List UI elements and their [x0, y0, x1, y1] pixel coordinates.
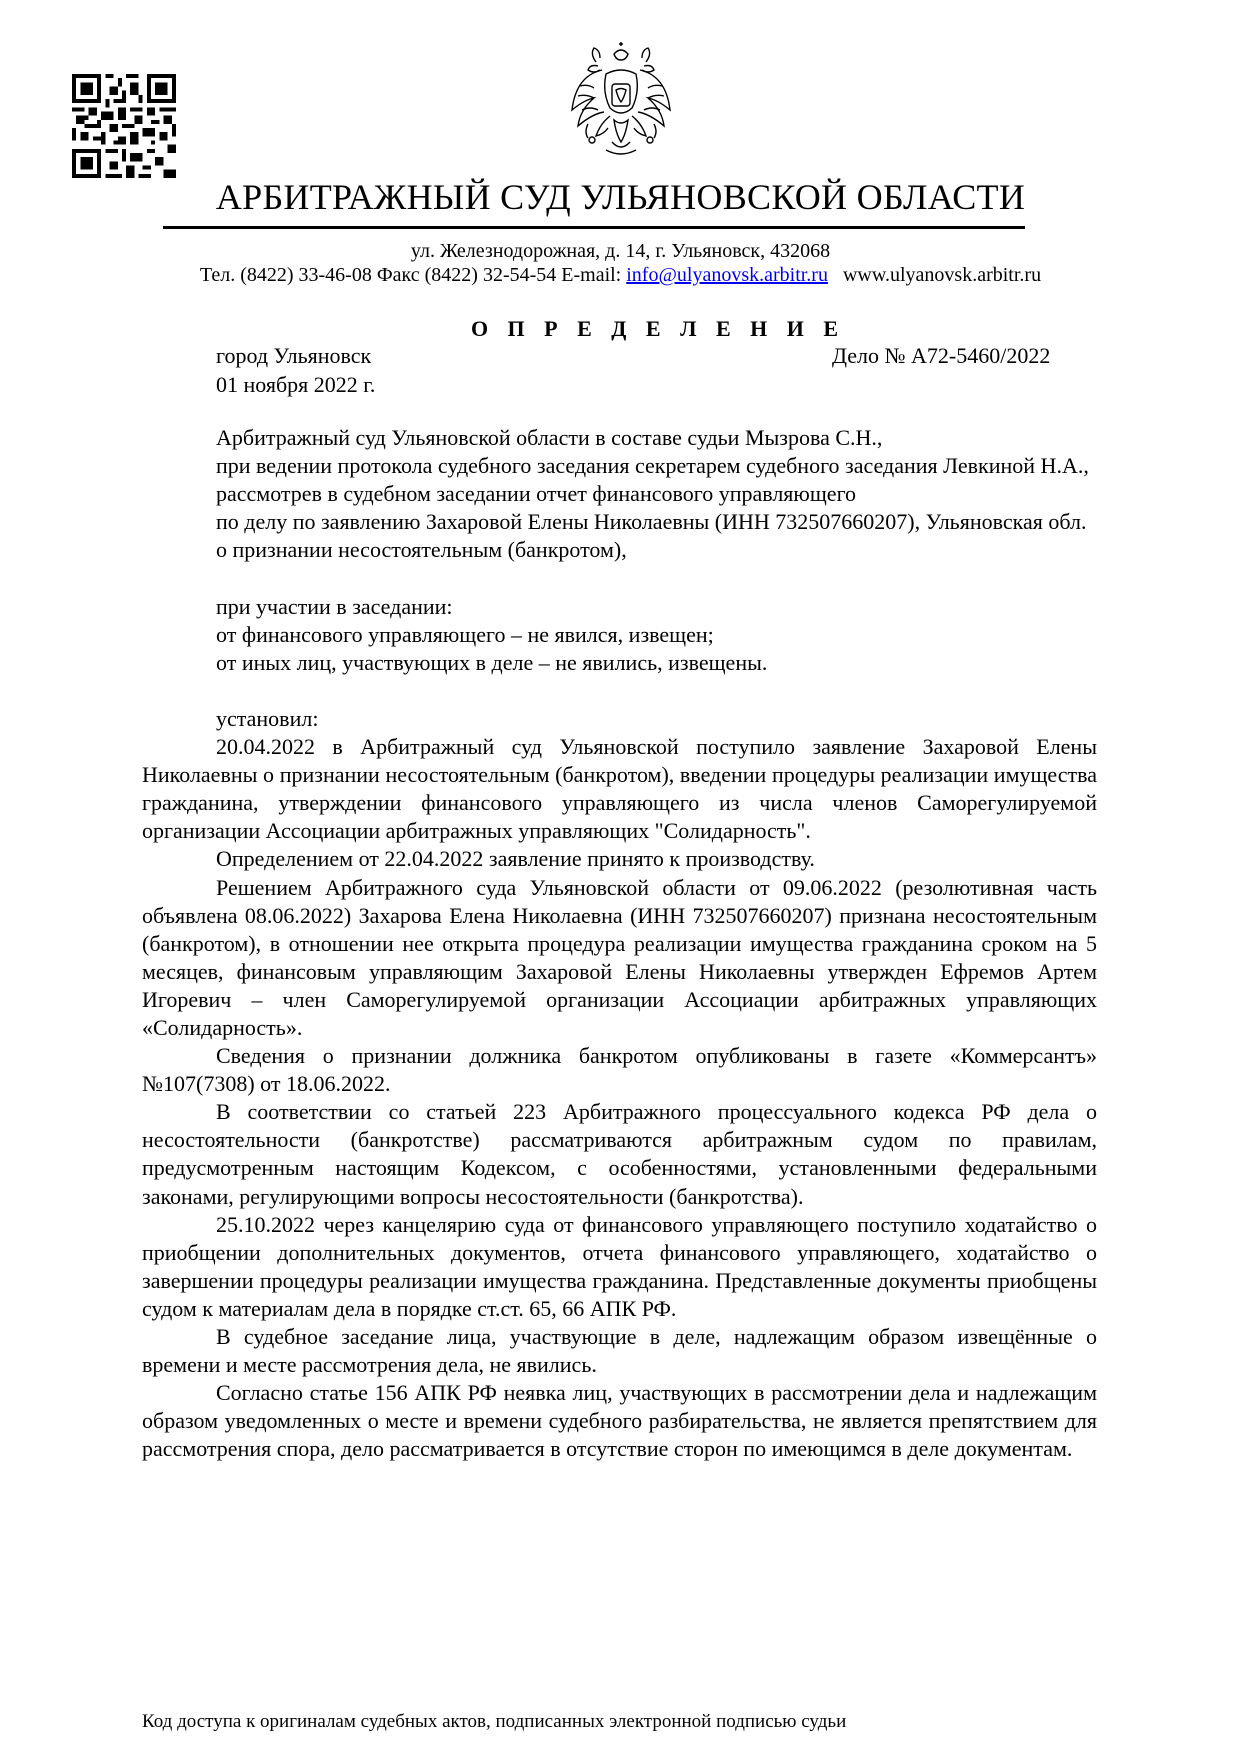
- document-body: [142, 424, 1097, 1463]
- website-text: www.ulyanovsk.arbitr.ru: [842, 264, 1042, 286]
- document-date: 01 ноября 2022 г.: [216, 372, 376, 397]
- court-address: ул. Железнодорожная, д. 14, г. Ульяновск, 432068: [410, 240, 831, 262]
- case-number: Дело № А72-5460/2022: [832, 343, 1051, 368]
- paragraph: от финансового управляющего – не явился, извещен;: [216, 621, 714, 647]
- paragraph: В соответствии со статьей 223 Арбитражного процессуального кодекса РФ дела о несостоятельности (банкротстве) рассматриваются арбитражным судом по правилам, предусмотренным настоящим Кодексом, с особенностями, установленными федеральными законами, регулирующими вопросы несостоятельности (банкротства).: [142, 1099, 1097, 1209]
- coat-of-arms-emblem: [566, 40, 676, 158]
- paragraph: Определением от 22.04.2022 заявление принято к производству.: [216, 846, 815, 872]
- paragraph: Согласно статье 156 АПК РФ неявка лиц, участвующих в рассмотрении дела и надлежащим образом уведомленных о месте и времени судебного разбирательства, не является препятствием для рассмотрения спора, дело рассматривается в отсутствие сторон по имеющимся в деле документам.: [142, 1380, 1097, 1462]
- paragraph: при участии в заседании:: [216, 593, 453, 619]
- document-title: О П Р Е Д Е Л Е Н И Е: [470, 316, 846, 341]
- header-divider: [163, 226, 1025, 229]
- city-label: город Ульяновск: [216, 343, 372, 368]
- paragraph: рассмотрев в судебном заседании отчет финансового управляющего: [216, 481, 857, 507]
- paragraph: о признании несостоятельным (банкротом),: [216, 537, 627, 563]
- paragraph: 20.04.2022 в Арбитражный суд Ульяновской поступило заявление Захаровой Елены Николаевны о признании несостоятельным (банкротом), введении процедуры реализации имущества гражданина, утверждении финансового управляющего из числа членов Саморегулируемой организации Ассоциации арбитражных управляющих "Солидарность".: [142, 734, 1097, 844]
- paragraph: 25.10.2022 через канцелярию суда от финансового управляющего поступило ходатайство о приобщении дополнительных документов, отчета финансового управляющего, ходатайство о завершении процедуры реализации имущества гражданина. Представленные документы приобщены судом к материалам дела в порядке ст.ст. 65, 66 АПК РФ.: [142, 1211, 1097, 1321]
- paragraph: В судебное заседание лица, участвующие в деле, надлежащим образом извещённые о времени и месте рассмотрения дела, не явились.: [142, 1324, 1097, 1378]
- email-link[interactable]: info@ulyanovsk.arbitr.ru: [626, 264, 828, 286]
- qr-code: [72, 74, 176, 178]
- paragraph: Решением Арбитражного суда Ульяновской области от 09.06.2022 (резолютивная часть объявлена 08.06.2022) Захарова Елена Николаевна (ИНН 732507660207) признана несостоятельным (банкротом), в отношении нее открыта процедура реализации имущества гражданина сроком на 5 месяцев, финансовым управляющим Захаровой Елены Николаевны утвержден Ефремов Артем Игоревич – член Саморегулируемой организации Ассоциации арбитражных управляющих «Солидарность».: [142, 874, 1097, 1040]
- paragraph: от иных лиц, участвующих в деле – не явились, извещены.: [216, 649, 768, 675]
- paragraph: по делу по заявлению Захаровой Елены Николаевны (ИНН 732507660207), Ульяновская обл.: [216, 509, 1087, 535]
- paragraph: Арбитражный суд Ульяновской области в составе судьи Мызрова С.Н.,: [216, 425, 883, 450]
- footer-access-code: Код доступа к оригиналам судебных актов, подписанных электронной подписью судьи: [142, 1711, 847, 1732]
- paragraph: установил:: [216, 705, 319, 731]
- paragraph: при ведении протокола судебного заседания секретарем судебного заседания Левкиной Н.А.,: [216, 453, 1089, 479]
- court-contacts: [0, 264, 1241, 287]
- court-name: АРБИТРАЖНЫЙ СУД УЛЬЯНОВСКОЙ ОБЛАСТИ: [215, 177, 1026, 217]
- paragraph: Сведения о признании должника банкротом опубликованы в газете «Коммерсантъ» №107(7308) от 18.06.2022.: [142, 1043, 1097, 1097]
- contacts-phone-fax: Тел. (8422) 33-46-08 Факс (8422) 32-54-54 E-mail:: [199, 264, 627, 286]
